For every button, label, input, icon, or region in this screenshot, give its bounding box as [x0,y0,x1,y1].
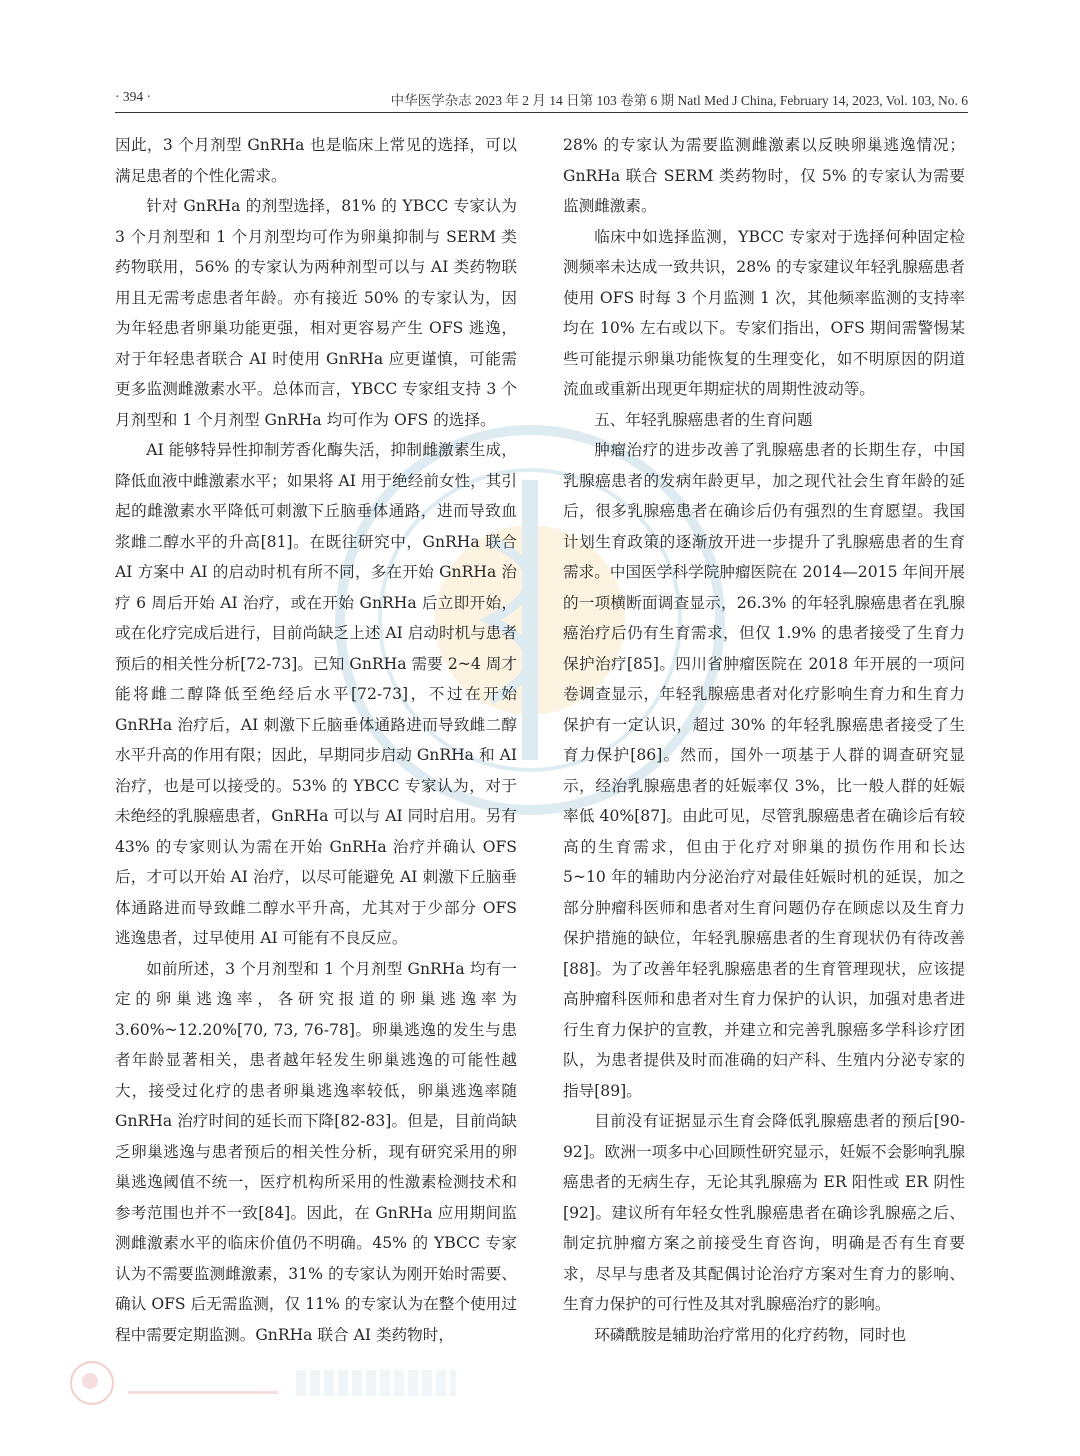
running-header [115,88,968,113]
paragraph: 环磷酰胺是辅助治疗常用的化疗药物，同时也 [594,1325,907,1344]
paragraph: 目前没有证据显示生育会降低乳腺癌患者的预后[90-92]。欧洲一项多中心回顾性研究显示，妊娠不会影响乳腺癌患者的无病生存，无论其乳腺癌为 ER 阳性或 ER 阴性[92]。建议所有年轻女性乳腺癌患者在确诊乳腺癌之后、制定抗肿瘤方案之前接受生育咨询，明确是否有生育要求，尽早与患者及其配偶讨论治疗方案对生育力的影响、生育力保护的可行性及其对乳腺癌治疗的影响。 [563,1112,965,1313]
page-number: · 394 · [115,89,151,104]
section-heading: 五、年轻乳腺癌患者的生育问题 [594,410,813,429]
left-column [115,130,517,1350]
right-column [563,130,965,1350]
brand-watermark [296,1370,456,1396]
publisher-logo-icon [70,1361,114,1405]
paragraph: 针对 GnRHa 的剂型选择，81% 的 YBCC 专家认为 3 个月剂型和 1 个月剂型均可作为卵巢抑制与 SERM 类药物联用，56% 的专家认为两种剂型可以与 AI 类药物联用且无需考虑患者年龄。亦有接近 50% 的专家认为，因为年轻患者卵巢功能更强，相对更容易产生 OFS 逃逸，对于年轻患者联合 AI 时使用 GnRHa 应更谨慎，可能需更多监测雌激素水平。总体而言，YBCC 专家组支持 3 个月剂型和 1 个月剂型 GnRHa 均可作为 OFS 的选择。 [115,197,517,429]
paragraph: 因此，3 个月剂型 GnRHa 也是临床上常见的选择，可以满足患者的个性化需求。 [115,136,517,185]
paragraph: 临床中如选择监测，YBCC 专家对于选择何种固定检测频率未达成一致共识，28% 的专家建议年轻乳腺癌患者使用 OFS 时每 3 个月监测 1 次，其他频率监测的支持率均在 10% 左右或以下。专家们指出，OFS 期间需警惕某些可能提示卵巢功能恢复的生理变化，如不明原因的阴道流血或重新出现更年期症状的周期性波动等。 [563,227,965,398]
publisher-watermark [70,1360,490,1406]
paragraph: 如前所述，3 个月剂型和 1 个月剂型 GnRHa 均有一定的卵巢逃逸率，各研究报道的卵巢逃逸率为 3.60%~12.20%[70, 73, 76-78]。卵巢逃逸的发生与患者年龄显著相关，患者越年轻发生卵巢逃逸的可能性越大，接受过化疗的患者卵巢逃逸率较低，卵巢逃逸率随 GnRHa 治疗时间的延长而下降[82-83]。但是，目前尚缺乏卵巢逃逸与患者预后的相关性分析，现有研究采用的卵巢逃逸阈值不统一，医疗机构所采用的性激素检测技术和参考范围也并不一致[84]。因此，在 GnRHa 应用期间监测雌激素水平的临床价值仍不明确。45% 的 YBCC 专家认为不需要监测雌激素，31% 的专家认为刚开始时需要、确认 OFS 后无需监测，仅 11% 的专家认为在整个使用过程中需要定期监测。GnRHa 联合 AI 类药物时， [115,959,517,1344]
paragraph: 肿瘤治疗的进步改善了乳腺癌患者的长期生存，中国乳腺癌患者的发病年龄更早，加之现代社会生育年龄的延后，很多乳腺癌患者在确诊后仍有强烈的生育愿望。我国计划生育政策的逐渐放开进一步提升了乳腺癌患者的生育需求。中国医学科学院肿瘤医院在 2014—2015 年间开展的一项横断面调查显示，26.3% 的年轻乳腺癌患者在乳腺癌治疗后仍有生育需求，但仅 1.9% 的患者接受了生育力保护治疗[85]。四川省肿瘤医院在 2018 年开展的一项问卷调查显示，年轻乳腺癌患者对化疗影响生育力和生育力保护有一定认识，超过 30% 的年轻乳腺癌患者接受了生育力保护[86]。然而，国外一项基于人群的调查研究显示，经治乳腺癌患者的妊娠率仅 3%，比一般人群的妊娠率低 40%[87]。由此可见，尽管乳腺癌患者在确诊后有较高的生育需求，但由于化疗对卵巢的损伤作用和长达 5~10 年的辅助内分泌治疗对最佳妊娠时机的延误，加之部分肿瘤科医师和患者对生育问题仍存在顾虑以及生育力保护措施的缺位，年轻乳腺癌患者的生育现状仍有待改善[88]。为了改善年轻乳腺癌患者的生育管理现状，应该提高肿瘤科医师和患者对生育力保护的认识，加强对患者进行生育力保护的宣教，并建立和完善乳腺癌多学科诊疗团队，为患者提供及时而准确的妇产科、生殖内分泌专家的指导[89]。 [563,441,965,1100]
publisher-name-watermark [128,1373,278,1394]
journal-citation: 中华医学杂志 2023 年 2 月 14 日第 103 卷第 6 期 Natl Med J China, February 14, 2023, Vol. 103, No. 6 [390,93,968,108]
paragraph: 28% 的专家认为需要监测雌激素以反映卵巢逃逸情况；GnRHa 联合 SERM 类药物时，仅 5% 的专家认为需要监测雌激素。 [563,136,965,215]
paragraph: AI 能够特异性抑制芳香化酶失活，抑制雌激素生成，降低血液中雌激素水平；如果将 AI 用于绝经前女性，其引起的雌激素水平降低可刺激下丘脑垂体通路，进而导致血浆雌二醇水平的升高[81]。在既往研究中，GnRHa 联合 AI 方案中 AI 的启动时机有所不同，多在开始 GnRHa 治疗 6 周后开始 AI 治疗，或在开始 GnRHa 后立即开始，或在化疗完成后进行，目前尚缺乏上述 AI 启动时机与患者预后的相关性分析[72-73]。已知 GnRHa 需要 2~4 周才能将雌二醇降低至绝经后水平[72-73]，不过在开始 GnRHa 治疗后，AI 刺激下丘脑垂体通路进而导致雌二醇水平升高的作用有限；因此，早期同步启动 GnRHa 和 AI 治疗，也是可以接受的。53% 的 YBCC 专家认为，对于未绝经的乳腺癌患者，GnRHa 可以与 AI 同时启用。另有 43% 的专家则认为需在开始 GnRHa 治疗并确认 OFS 后，才可以开始 AI 治疗，以尽可能避免 AI 刺激下丘脑垂体通路进而导致雌二醇水平升高，尤其对于少部分 OFS 逃逸患者，过早使用 AI 可能有不良反应。 [115,441,517,947]
